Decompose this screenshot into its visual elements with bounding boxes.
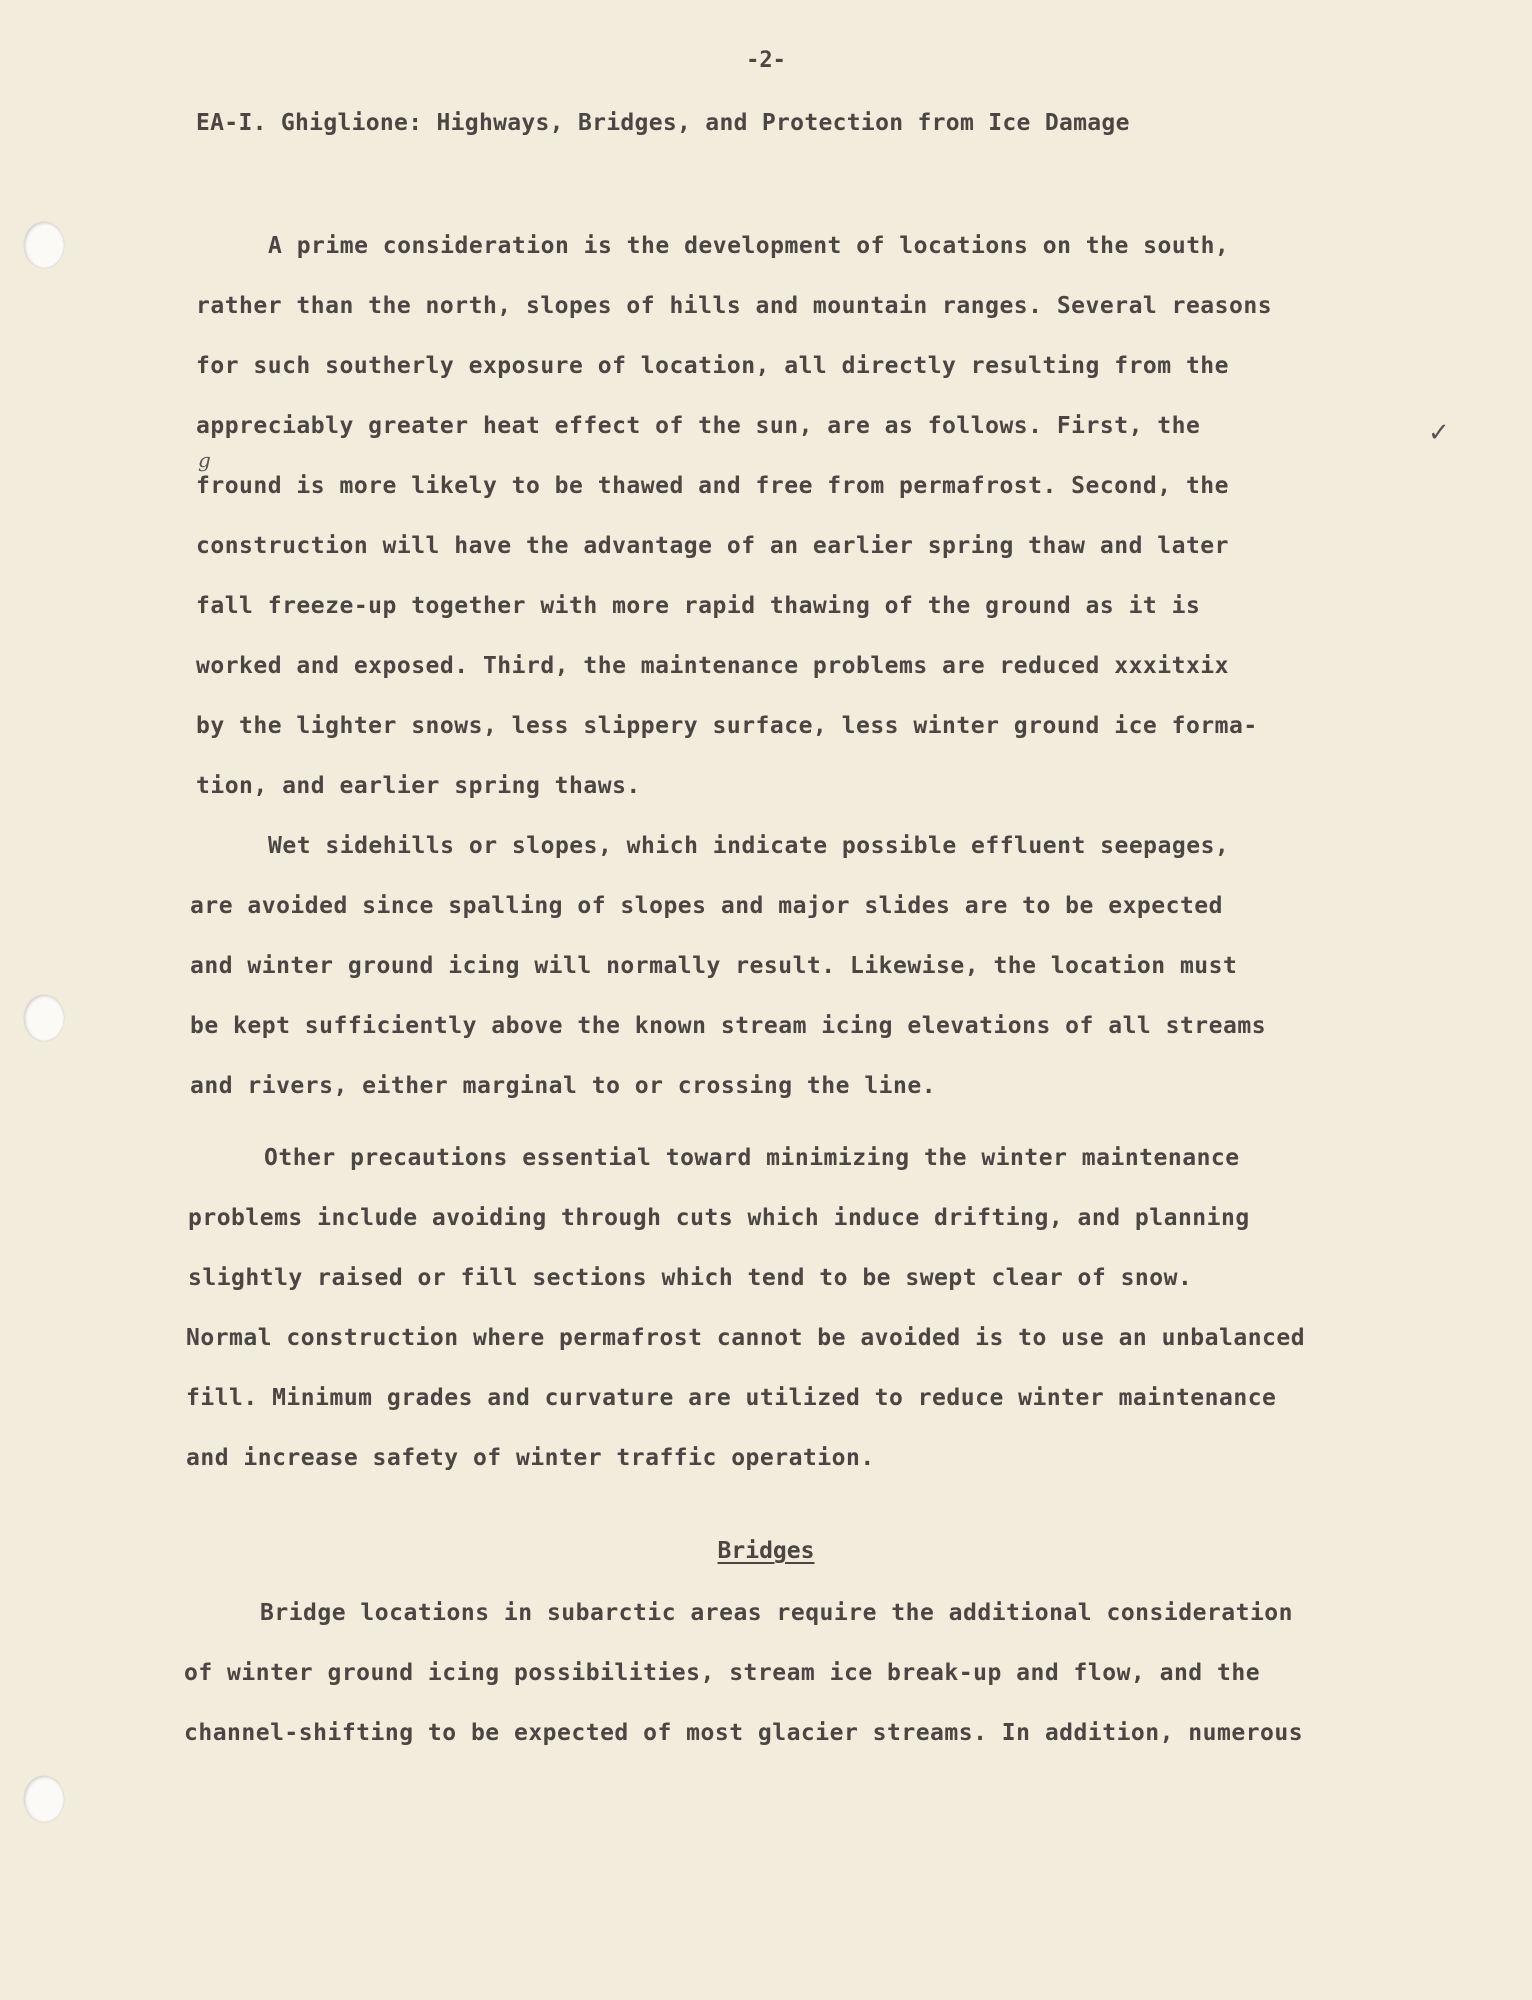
paragraph-line: Bridge locations in subarctic areas require the additional consideration xyxy=(260,1600,1293,1626)
paragraph-line: construction will have the advantage of an earlier spring thaw and later xyxy=(196,533,1229,559)
margin-checkmark: ✓ xyxy=(1428,418,1450,448)
paragraph-line: are avoided since spalling of slopes and major slides are to be expected xyxy=(190,893,1223,919)
paragraph-line: channel-shifting to be expected of most glacier streams. In addition, numerous xyxy=(184,1720,1304,1746)
paragraph-line: rather than the north, slopes of hills and mountain ranges. Several reasons xyxy=(196,293,1273,319)
document-header: EA-I. Ghiglione: Highways, Bridges, and Protection from Ice Damage xyxy=(196,110,1130,136)
paragraph-line: fround is more likely to be thawed and free from permafrost. Second, the xyxy=(196,473,1229,499)
paragraph-line: Wet sidehills or slopes, which indicate possible effluent seepages, xyxy=(268,833,1230,859)
paragraph-line: worked and exposed. Third, the maintenance problems are reduced xxxitxix xyxy=(196,653,1229,679)
paragraph-line: and rivers, either marginal to or crossing the line. xyxy=(190,1073,937,1099)
paragraph-line: fall freeze-up together with more rapid thawing of the ground as it is xyxy=(196,593,1201,619)
binder-hole xyxy=(24,222,64,268)
paragraph-line: and winter ground icing will normally result. Likewise, the location must xyxy=(190,953,1238,979)
page-number: -2- xyxy=(746,48,786,73)
paragraph-line: and increase safety of winter traffic operation. xyxy=(186,1445,875,1471)
paragraph-line: tion, and earlier spring thaws. xyxy=(196,773,641,799)
binder-hole xyxy=(24,1776,64,1822)
paragraph-line: by the lighter snows, less slippery surface, less winter ground ice forma- xyxy=(196,713,1258,739)
paragraph-line: fill. Minimum grades and curvature are utilized to reduce winter maintenance xyxy=(186,1385,1277,1411)
paragraph-line: for such southerly exposure of location, all directly resulting from the xyxy=(196,353,1229,379)
paragraph-line: be kept sufficiently above the known stream icing elevations of all streams xyxy=(190,1013,1267,1039)
paragraph-line: slightly raised or fill sections which tend to be swept clear of snow. xyxy=(188,1265,1193,1291)
paragraph-line: Normal construction where permafrost cannot be avoided is to use an unbalanced xyxy=(186,1325,1306,1351)
section-heading-bridges: Bridges xyxy=(717,1538,815,1564)
handwritten-correction: g xyxy=(198,448,211,472)
paragraph-line: problems include avoiding through cuts which induce drifting, and planning xyxy=(188,1205,1250,1231)
paragraph-line: of winter ground icing possibilities, stream ice break-up and flow, and the xyxy=(184,1660,1261,1686)
paragraph-line: Other precautions essential toward minimizing the winter maintenance xyxy=(264,1145,1240,1171)
paragraph-line: appreciably greater heat effect of the sun, are as follows. First, the xyxy=(196,413,1201,439)
paragraph-line: A prime consideration is the development of locations on the south, xyxy=(268,233,1230,259)
binder-hole xyxy=(24,995,64,1041)
